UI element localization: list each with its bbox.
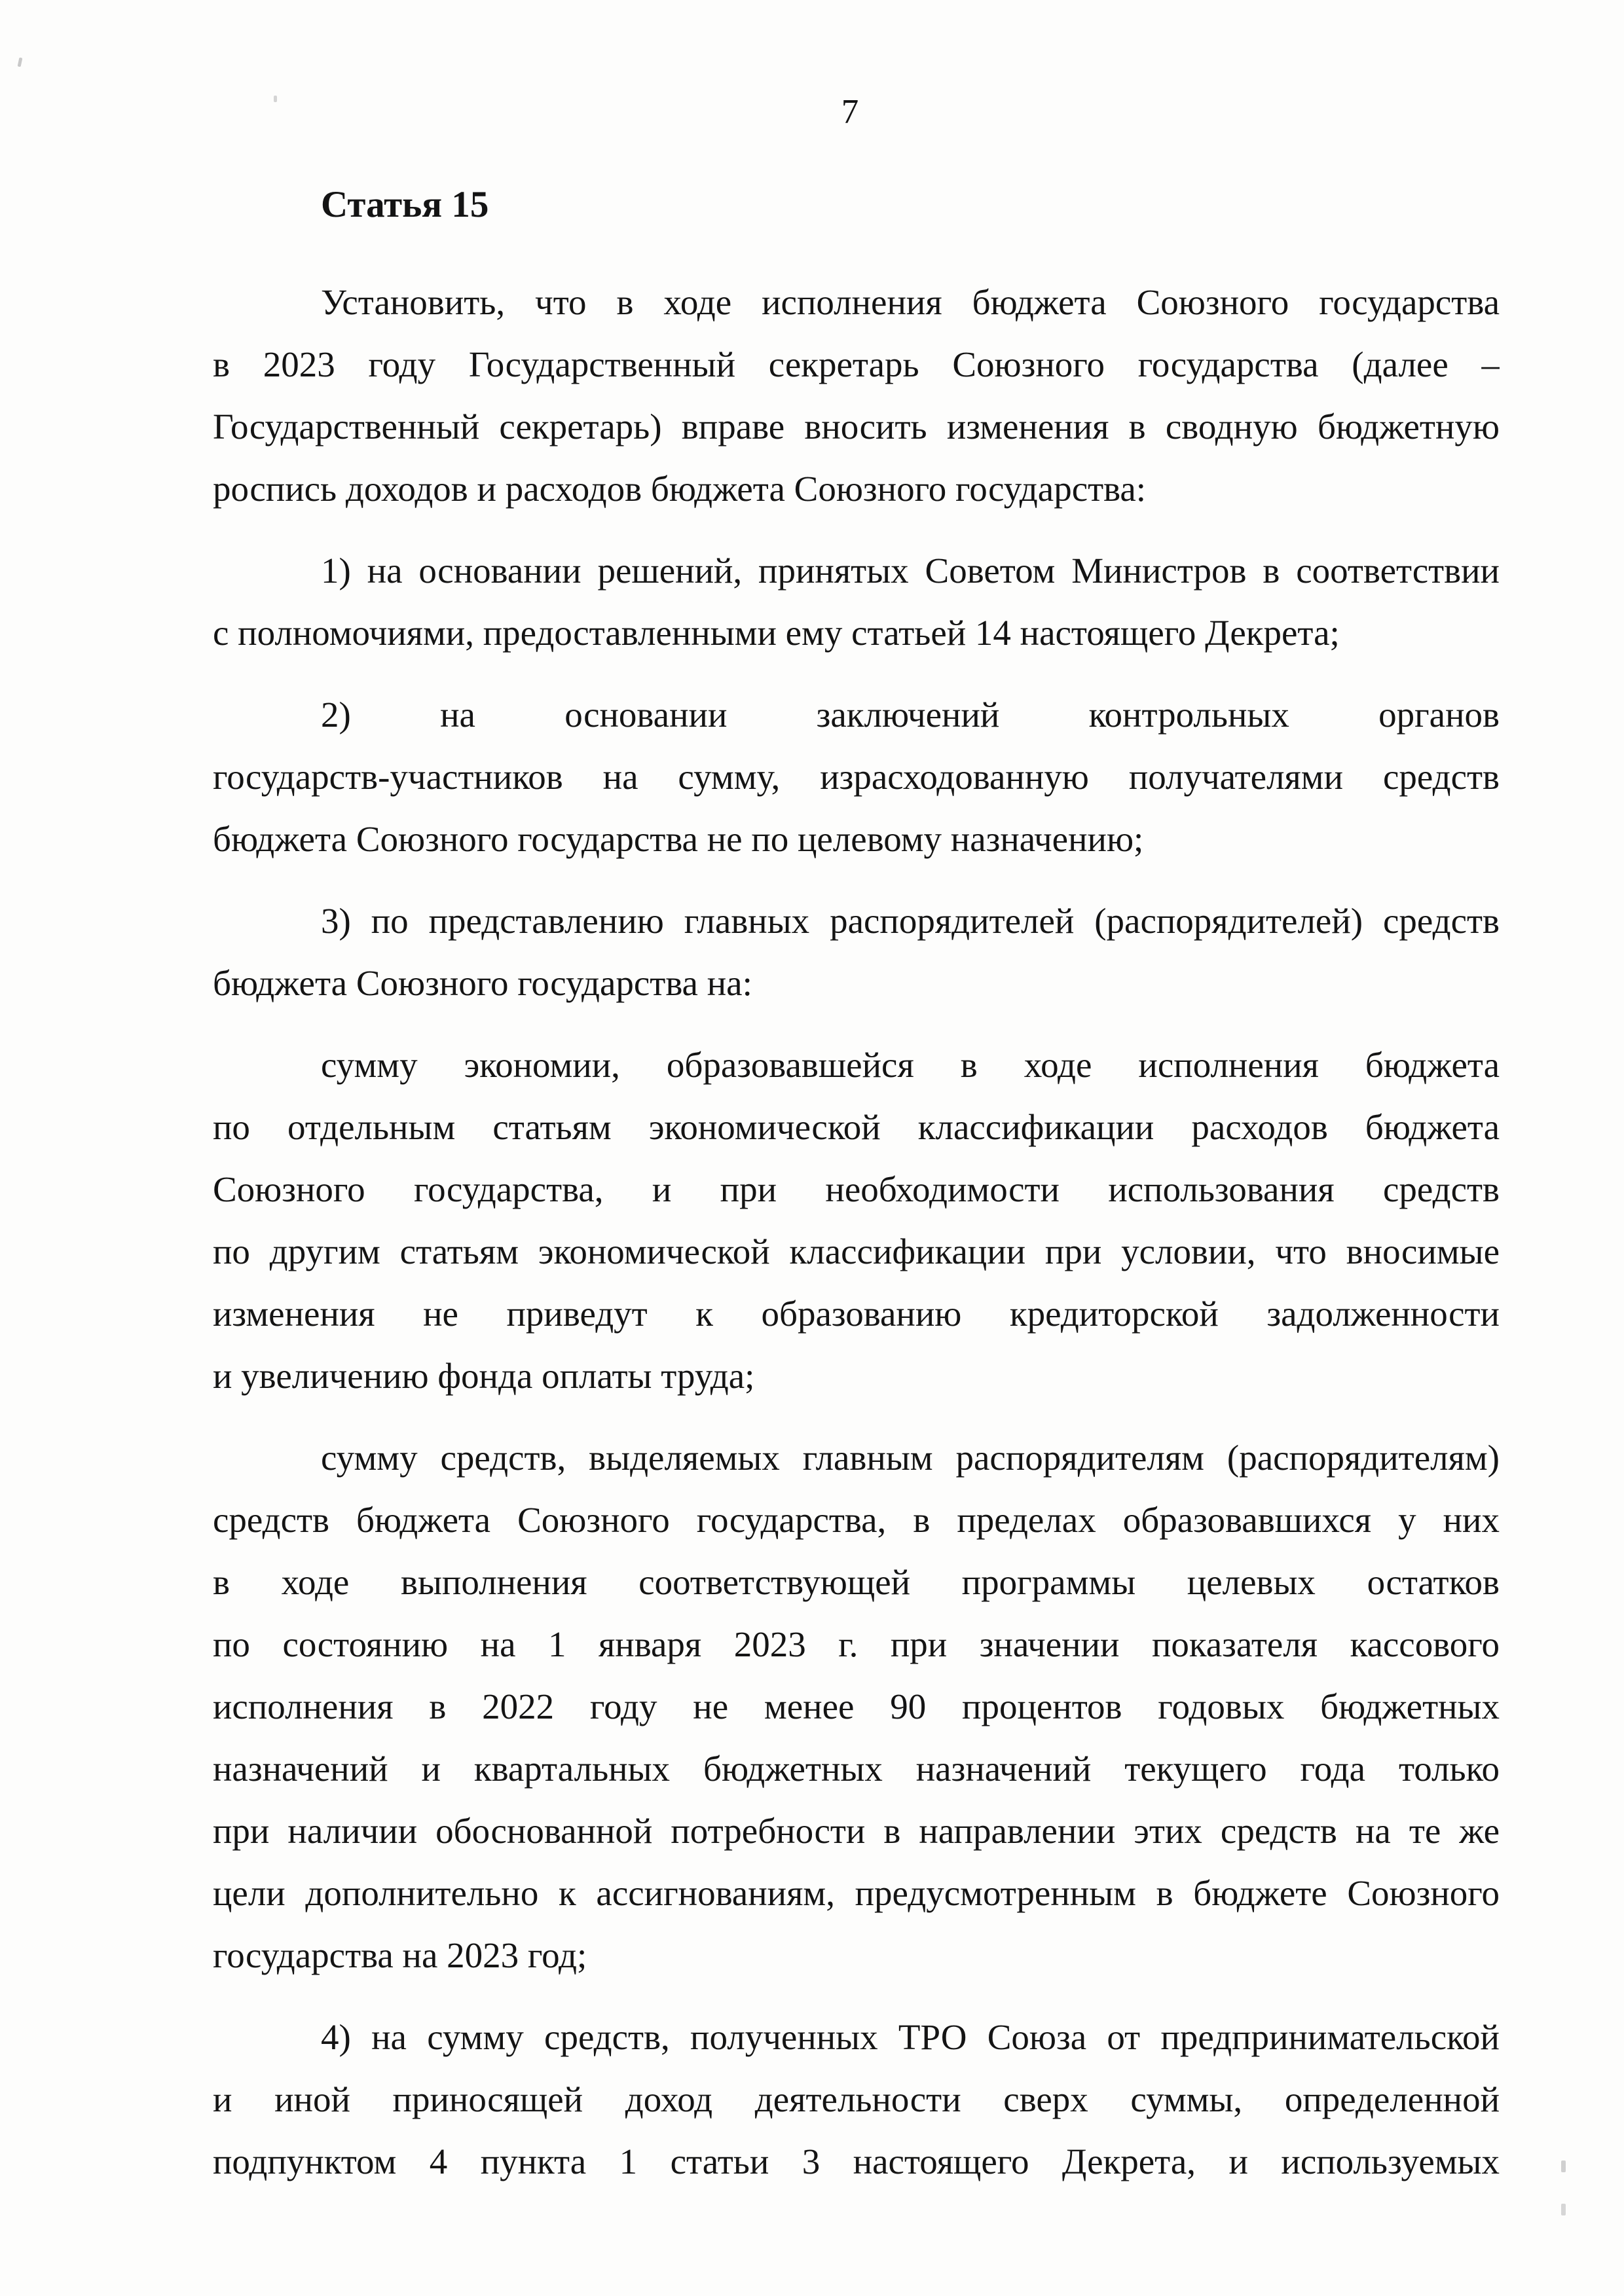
- article-title: Статья 15: [321, 184, 489, 225]
- text-line: государств-участников на сумму, израсходованную получателями средств: [213, 757, 1500, 797]
- text-line: с полномочиями, предоставленными ему статьей 14 настоящего Декрета;: [213, 613, 1340, 653]
- text-line: средств бюджета Союзного государства, в пределах образовавшихся у них: [213, 1500, 1500, 1540]
- article-body: [213, 271, 1500, 2193]
- paragraph: [213, 683, 1500, 870]
- text-line: сумму экономии, образовавшейся в ходе исполнения бюджета: [321, 1045, 1500, 1085]
- scan-artifact: [1561, 2204, 1566, 2215]
- text-line: сумму средств, выделяемых главным распорядителям (распорядителям): [321, 1438, 1500, 1478]
- scan-artifact: [1561, 2160, 1566, 2172]
- scan-artifact: [18, 58, 23, 67]
- text-line: 3) по представлению главных распорядителей (распорядителей) средств: [321, 901, 1500, 941]
- text-line: цели дополнительно к ассигнованиям, предусмотренным в бюджете Союзного: [213, 1873, 1500, 1913]
- text-line: роспись доходов и расходов бюджета Союзного государства:: [213, 469, 1147, 509]
- text-line: Союзного государства, и при необходимости использования средств: [213, 1169, 1500, 1209]
- text-line: и увеличению фонда оплаты труда;: [213, 1356, 755, 1396]
- text-line: бюджета Союзного государства на:: [213, 963, 752, 1003]
- text-line: назначений и квартальных бюджетных назначений текущего года только: [213, 1749, 1500, 1789]
- paragraph: [213, 1427, 1500, 1986]
- text-line: 1) на основании решений, принятых Советом Министров в соответствии: [321, 551, 1500, 591]
- text-line: изменения не приведут к образованию кредиторской задолженности: [213, 1294, 1500, 1334]
- text-line: по отдельным статьям экономической классификации расходов бюджета: [213, 1107, 1500, 1147]
- text-line: 2) на основании заключений контрольных органов: [321, 695, 1500, 735]
- text-line: в 2023 году Государственный секретарь Союзного государства (далее –: [213, 344, 1500, 384]
- text-line: и иной приносящей доход деятельности сверх суммы, определенной: [213, 2079, 1500, 2119]
- text-line: в ходе выполнения соответствующей программы целевых остатков: [213, 1562, 1500, 1602]
- text-line: подпунктом 4 пункта 1 статьи 3 настоящего Декрета, и используемых: [213, 2141, 1500, 2181]
- paragraph: [213, 1034, 1500, 1407]
- paragraph: [213, 2006, 1500, 2193]
- paragraph: [213, 271, 1500, 520]
- text-line: исполнения в 2022 году не менее 90 процентов годовых бюджетных: [213, 1686, 1500, 1726]
- text-line: государства на 2023 год;: [213, 1935, 587, 1975]
- text-line: при наличии обоснованной потребности в направлении этих средств на те же: [213, 1811, 1500, 1851]
- text-line: Установить, что в ходе исполнения бюджета Союзного государства: [321, 282, 1500, 322]
- text-line: бюджета Союзного государства не по целевому назначению;: [213, 819, 1144, 859]
- page-number: 7: [841, 93, 859, 131]
- text-line: по состоянию на 1 января 2023 г. при значении показателя кассового: [213, 1624, 1500, 1664]
- text-line: Государственный секретарь) вправе вносить изменения в сводную бюджетную: [213, 407, 1500, 446]
- text-line: по другим статьям экономической классификации при условии, что вносимые: [213, 1231, 1500, 1271]
- text-line: 4) на сумму средств, полученных ТРО Союза от предпринимательской: [321, 2017, 1500, 2057]
- paragraph: [213, 890, 1500, 1014]
- paragraph: [213, 539, 1500, 664]
